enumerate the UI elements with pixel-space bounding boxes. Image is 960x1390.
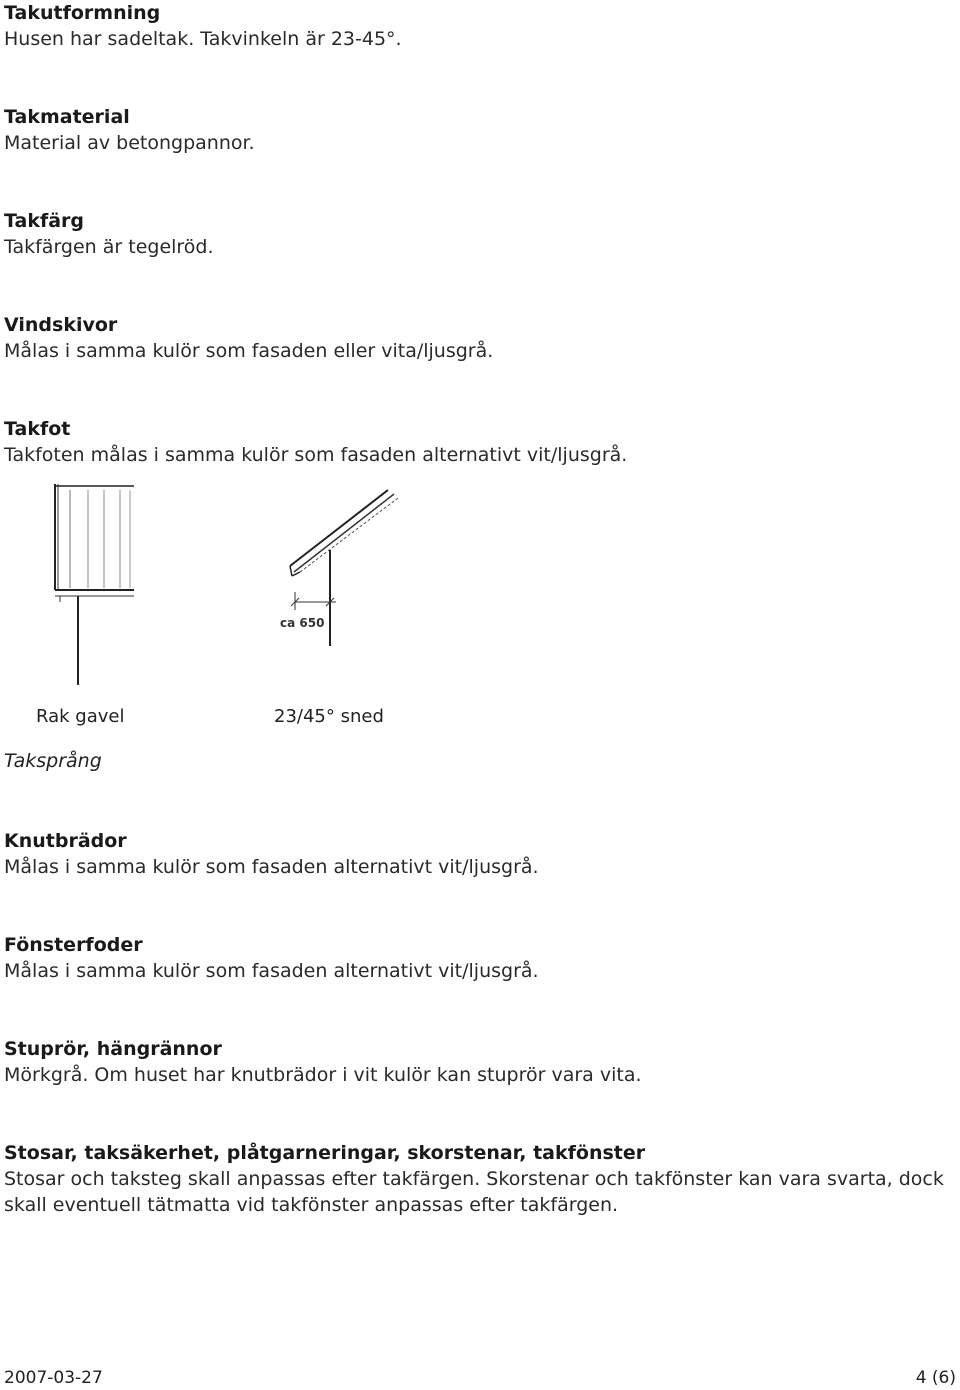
section-heading: Takfärg [4,210,85,232]
footer-page-number: 4 (6) [915,1368,956,1388]
section-takfarg [4,208,214,260]
section-heading: Stosar, taksäkerhet, plåtgarneringar, skorstenar, takfönster [4,1142,646,1164]
sned-drawing [270,480,450,680]
section-body: Målas i samma kulör som fasaden eller vita/ljusgrå. [4,340,494,362]
sned-caption: 23/45° sned [274,706,384,727]
section-heading: Takutformning [4,2,161,24]
footer-date: 2007-03-27 [4,1368,103,1388]
section-fonsterfoder [4,932,539,984]
section-body: Stosar och taksteg skall anpassas efter takfärgen. Skorstenar och takfönster kan vara svarta, dock skall eventuell tätmatta vid takfönster anpassas efter takfärgen. [4,1168,944,1216]
section-takutformning [4,0,402,52]
section-body: Material av betongpannor. [4,132,255,154]
section-body: Målas i samma kulör som fasaden alternativt vit/ljusgrå. [4,856,539,878]
section-heading: Stuprör, hängrännor [4,1038,222,1060]
section-vindskivor [4,312,493,364]
section-body: Mörkgrå. Om huset har knutbrädor i vit kulör kan stuprör vara vita. [4,1064,642,1086]
section-takmaterial [4,104,255,156]
section-heading: Takfot [4,418,71,440]
section-stupror [4,1036,642,1088]
section-knutbrador [4,828,539,880]
section-body: Husen har sadeltak. Takvinkeln är 23-45°. [4,28,402,50]
dimension-label: ca 650 [280,616,325,630]
section-heading: Fönsterfoder [4,934,143,956]
section-stosar [4,1140,944,1218]
section-body: Takfärgen är tegelröd. [4,236,214,258]
figure-title: Taksprång [4,750,102,772]
section-heading: Takmaterial [4,106,130,128]
section-body: Takfoten målas i samma kulör som fasaden alternativt vit/ljusgrå. [4,444,628,466]
section-heading: Knutbrädor [4,830,127,852]
rak-gavel-drawing [0,480,150,690]
section-takfot [4,416,627,468]
section-heading: Vindskivor [4,314,118,336]
section-body: Målas i samma kulör som fasaden alternativt vit/ljusgrå. [4,960,539,982]
rak-gavel-caption: Rak gavel [36,706,125,727]
